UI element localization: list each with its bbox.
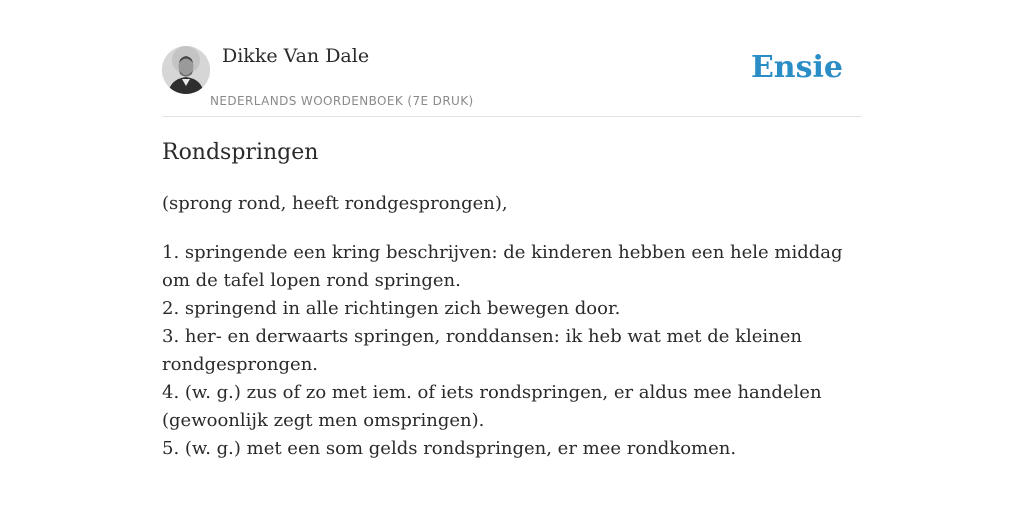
author-avatar[interactable] [162, 46, 210, 94]
definition-item: 3. her- en derwaarts springen, ronddansen: ik heb wat met de kleinen rondgesprongen. [162, 326, 803, 375]
definition-item: 5. (w. g.) met een som gelds rondspringen, er mee rondkomen. [162, 438, 737, 459]
ensie-logo[interactable]: Ensie [750, 50, 843, 85]
definition-item: 1. springende een kring beschrijven: de kinderen hebben een hele middag om de tafel lopen rond springen. [162, 242, 843, 291]
entry-title: Rondspringen [162, 140, 319, 165]
source-label: NEDERLANDS WOORDENBOEK (7E DRUK) [210, 94, 474, 108]
definition-item: 4. (w. g.) zus of zo met iem. of iets rondspringen, er aldus mee handelen (gewoonlijk zegt men omspringen). [162, 382, 822, 431]
entry-card [162, 0, 862, 512]
entry-grammar: (sprong rond, heeft rondgesprongen), [162, 193, 508, 214]
definition-item: 2. springend in alle richtingen zich bewegen door. [162, 298, 621, 319]
author-name[interactable]: Dikke Van Dale [222, 45, 370, 67]
entry-header [162, 0, 862, 117]
author-portrait-icon [162, 46, 210, 94]
definition-list [162, 239, 862, 463]
